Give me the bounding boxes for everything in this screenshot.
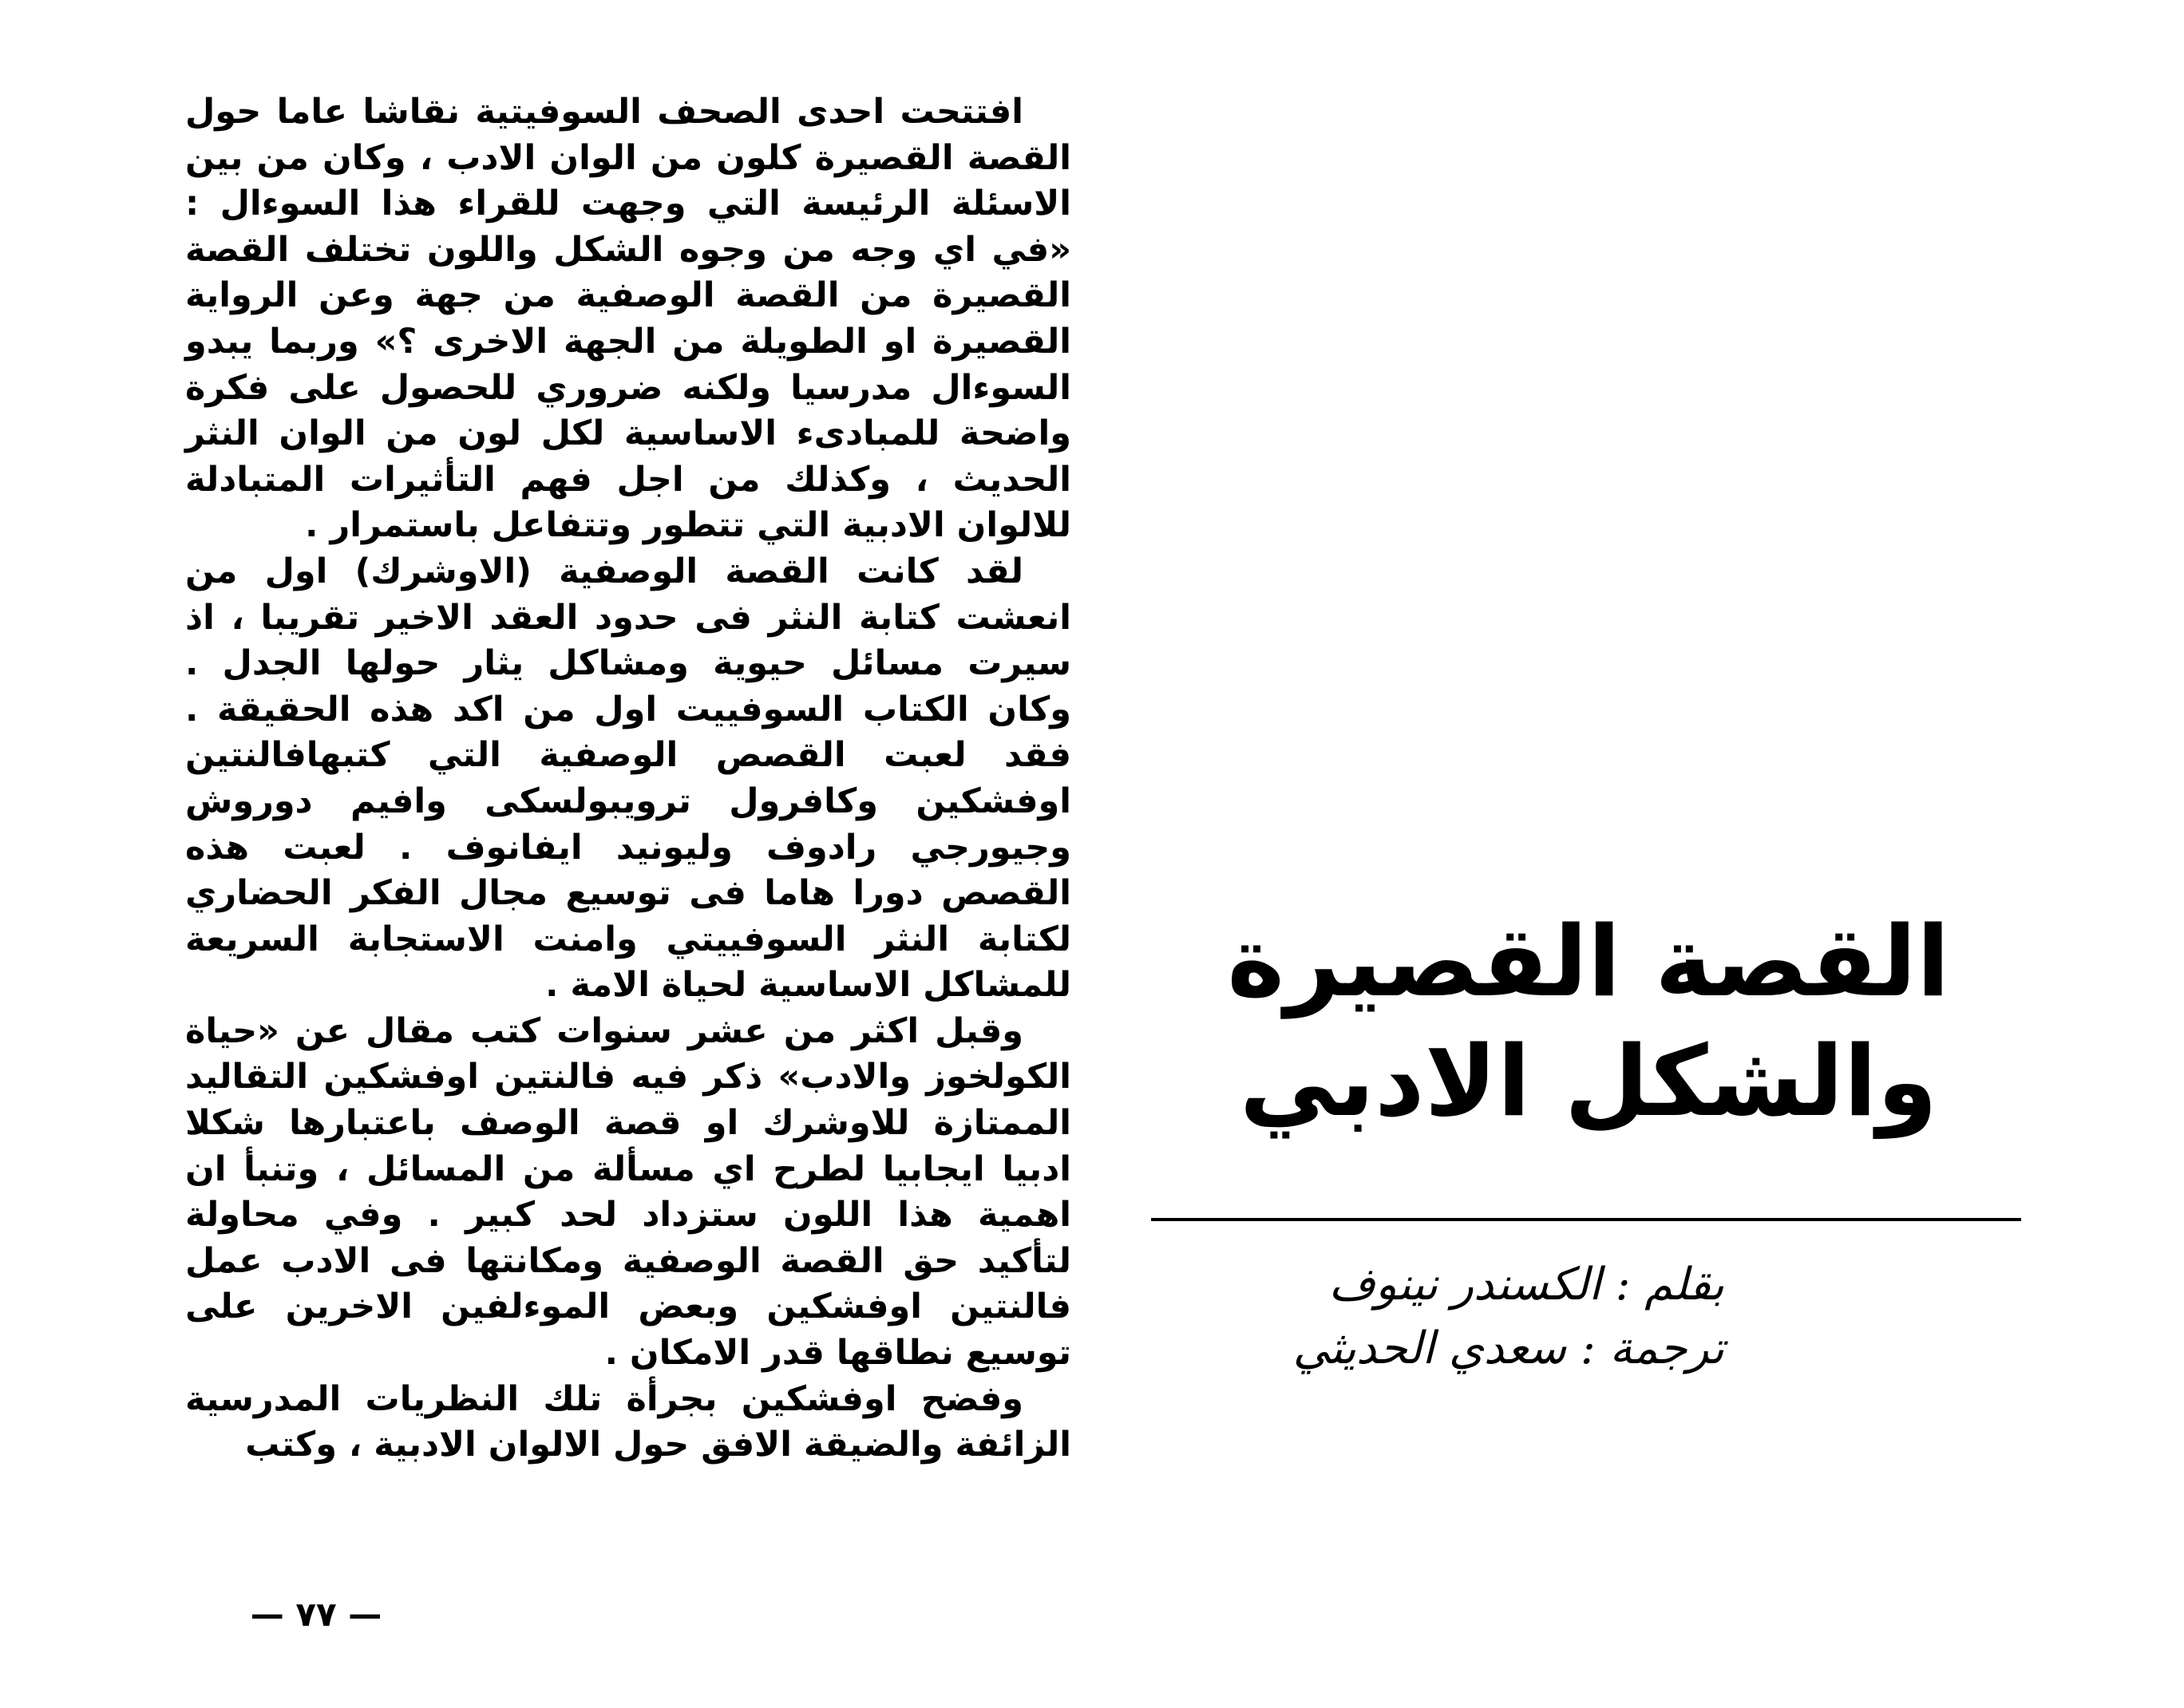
translator-credit: ترجمة : سعدي الحديثي [1292, 1323, 1724, 1374]
author-credit: بقلم : الكسندر نينوف [1328, 1259, 1724, 1311]
byline [1165, 1253, 1724, 1381]
body-paragraph: وقبل اكثر من عشر سنوات كتب مقال عن «حياة الكولخوز والادب» ذكر فيه فالنتين اوفشكين التقاليد الممتازة للاوشرك او قصة الوصف باعتبارها شكلا ادبيا ايجابيا لطرح اي مسألة من المسائل ، وتنبأ ان اهمية هذا اللون ستزداد لحد كبير . وفي محاولة لتأكيد حق القصة الوصفية ومكانتها فى الادب عمل فالنتين اوفشكين وبعض الموءلفين الاخرين على توسيع نطاقها قدر الامكان . [185, 1010, 1071, 1374]
title-line-1: القصة القصيرة [1227, 905, 1950, 1018]
article-title [1149, 902, 2028, 1141]
page-number: — ٧٧ — [250, 1595, 382, 1634]
article-body [185, 89, 1071, 1469]
title-line-2: والشكل الادبي [1239, 1025, 1938, 1138]
title-divider [1151, 1218, 2021, 1221]
body-paragraph: افتتحت احدى الصحف السوفيتية نقاشا عاما حول القصة القصيرة كلون من الوان الادب ، وكان من بين الاسئلة الرئيسة التي وجهت للقراء هذا السوءال : «في اي وجه من وجوه الشكل واللون تختلف القصة القصيرة من القصة الوصفية من جهة وعن الرواية القصيرة او الطويلة من الجهة الاخرى ؟» وربما يبدو السوءال مدرسيا ولكنه ضروري للحصول على فكرة واضحة للمبادىء الاساسية لكل لون من الوان النثر الحديث ، وكذلك من اجل فهم التأثيرات المتبادلة للالوان الادبية التي تتطور وتتفاعل باستمرار . [185, 92, 1071, 546]
body-paragraph: وفضح اوفشكين بجرأة تلك النظريات المدرسية الزائفة والضيقة الافق حول الالوان الادبية ، وكتب [185, 1378, 1071, 1465]
body-paragraph: لقد كانت القصة الوصفية (الاوشرك) اول من انعشت كتابة النثر فى حدود العقد الاخير تقريبا ، اذ سيرت مسائل حيوية ومشاكل يثار حولها الجدل . وكان الكتاب السوفييت اول من اكد هذه الحقيقة . فقد لعبت القصص الوصفية التي كتبهافالنتين اوفشكين وكافرول ترويبولسكى وافيم دوروش وجيورجي رادوف وليونيد ايفانوف . لعبت هذه القصص دورا هاما فى توسيع مجال الفكر الحضاري لكتابة النثر السوفييتي وامنت الاستجابة السريعة للمشاكل الاساسية لحياة الامة . [185, 551, 1071, 1006]
